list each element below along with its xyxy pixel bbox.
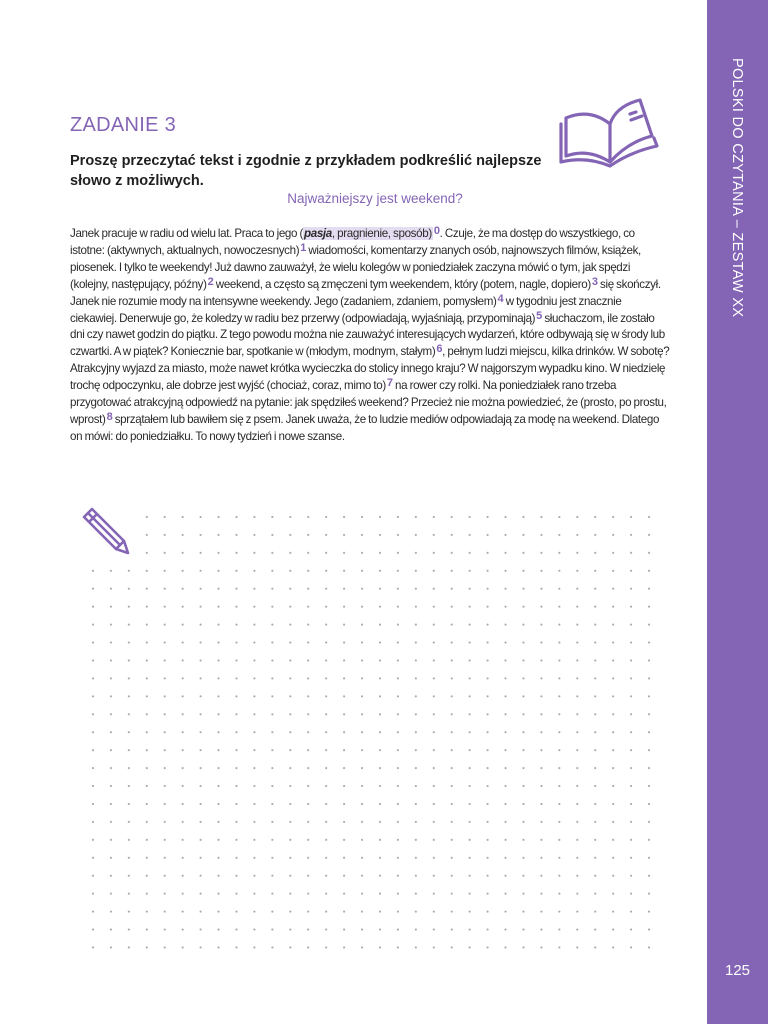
sidebar xyxy=(707,0,768,1024)
page-number: 125 xyxy=(724,962,751,979)
sidebar-title: POLSKI DO CZYTANIA – ZESTAW XX xyxy=(729,58,745,318)
gap-number: 0 xyxy=(433,225,440,237)
gap-number: 1 xyxy=(300,241,306,254)
example-answer xyxy=(303,227,433,240)
gap-number: 2 xyxy=(207,275,214,288)
gap-number: 8 xyxy=(106,410,113,423)
open-book-icon xyxy=(558,96,660,168)
text-segment: się skończył. Janek nie rozumie mody na intensywne weekendy. Jego (zadaniem, zdaniem, pomysłem) xyxy=(70,277,661,308)
text-segment: w tygodniu jest znacznie ciekawiej. Denerwuje go, że koledzy w radiu bez przerwy (odpowiadają, wyjaśniają, przypominają) xyxy=(70,294,622,325)
text-segment: na rower czy rolki. Na poniedziałek rano trzeba przygotować atrakcyjną odpowiedź na pytanie: jak spędziłeś weekend? Przecież nie można powiedzieć, że (prosto, po prostu, wprost) xyxy=(70,379,667,426)
gap-number: 4 xyxy=(497,292,504,305)
example-answer-word: pasja xyxy=(304,227,332,240)
text-segment: , pełnym ludzi miejscu, kilka drinków. W sobotę? Atrakcyjny wyjazd za miasto, może nawet krótka wycieczka do stolicy innego kraju? W najgorszym wypadku kino. W niedzielę trochę odpoczynku, ale dobrze jest wyjść (chociaż, coraz, mimo to) xyxy=(70,345,670,393)
gap-number: 5 xyxy=(536,309,542,322)
task-title: ZADANIE 3 xyxy=(70,114,177,136)
gap-number: 3 xyxy=(591,275,598,288)
dotted-writing-area[interactable] xyxy=(84,508,654,958)
reading-text xyxy=(70,226,670,446)
text-segment: wiadomości, komentarzy znanych osób, najnowszych filmów, książek, piosenek. I tylko te weekendy! Już dawno zauważył, że wielu kolegów w poniedziałek zaczyna mówić o tym, jak spędzi (kolejny, następujący, późny) xyxy=(70,243,641,291)
text-segment: weekend, a często są zmęczeni tym weekendem, który (potem, nagle, dopiero) xyxy=(213,277,591,291)
example-answer-rest: , pragnienie, sposób) xyxy=(331,227,432,240)
pencil-icon xyxy=(80,505,132,557)
text-title: Najważniejszy jest weekend? xyxy=(287,191,463,206)
text-segment: sprzątałem lub bawiłem się z psem. Janek uważa, że to ludzie mediów odpowiadają za modę na weekend. Dlatego on mówi: do poniedziałku. To nowy tydzień i nowe szanse. xyxy=(70,412,660,443)
text-segment: . Czuje, że ma dostęp do wszystkiego, co istotne: (aktywnych, aktualnych, nowoczesnych) xyxy=(70,227,635,257)
instruction: Proszę przeczytać tekst i zgodnie z przykładem podkreślić najlepsze słowo z możliwych. xyxy=(70,153,542,189)
text-segment: Janek pracuje w radiu od wielu lat. Praca to jego ( xyxy=(70,227,303,240)
text-segment: słuchaczom, ile zostało dni czy nawet godzin do piątku. Z tego powodu można nie zauważyć interesujących wydarzeń, które odbywają się w środy lub czwartki. A w piątek? Koniecznie bar, spotkanie w (młodym, modnym, stałym) xyxy=(70,311,665,359)
gap-number: 6 xyxy=(436,343,443,356)
gap-number: 7 xyxy=(386,377,393,390)
